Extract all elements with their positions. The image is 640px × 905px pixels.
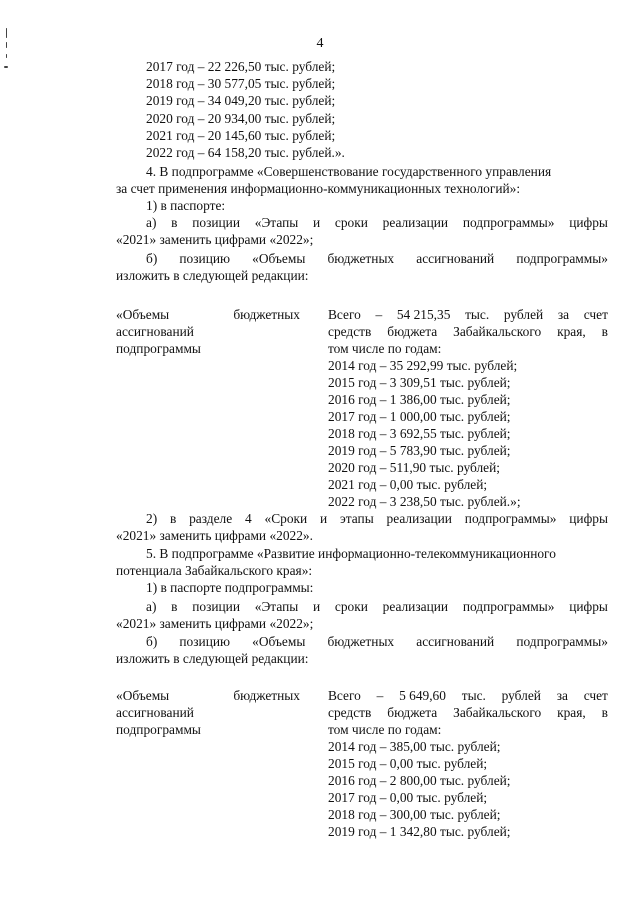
top-year-line: 2017 год – 22 226,50 тыс. рублей; [146,59,336,74]
year-allocation-line: 2017 год – 0,00 тыс. рублей; [328,790,488,805]
word: «Объемы [252,634,306,649]
word: «Этапы [254,599,299,614]
section4-item2-line2: «2021» заменить цифрами «2022». [116,528,313,543]
word: реализации [382,215,449,230]
word: ассигнований [416,251,495,266]
word: 4 [245,511,252,526]
section4-item1: 1) в паспорте: [146,198,226,213]
word: «Объемы [252,251,306,266]
word: в [171,215,178,230]
word: рублей [503,307,544,322]
word: и [312,599,321,614]
word: Всего [328,307,361,322]
year-allocation-line: 2019 год – 1 342,80 тыс. рублей; [328,824,511,839]
word: позицию [179,634,231,649]
word: а) [146,599,157,614]
word: Забайкальского [453,324,542,339]
word: подпрограммы» [464,511,557,526]
section5-heading-line1: 5. В подпрограмме «Развитие информационно-телекоммуникационного [146,546,556,561]
year-allocation-line: 2015 год – 3 309,51 тыс. рублей; [328,375,511,390]
word: счет [583,307,608,322]
word: – [375,307,383,322]
section4-heading-line2: за счет применения информационно-коммуникационных технологий»: [116,181,521,196]
word: за [557,307,570,322]
word: а) [146,215,157,230]
word: позиции [192,599,241,614]
top-year-line: 2020 год – 20 934,00 тыс. рублей; [146,110,336,126]
word: 2) [146,511,158,526]
word: края, [557,324,586,339]
word: в [601,324,608,339]
word: бюджетных [327,251,395,266]
word: «Сроки [264,511,308,526]
top-year-line: 2022 год – 64 158,20 тыс. рублей.». [146,145,345,160]
section4-item-a-line2: «2021» заменить цифрами «2022»; [116,232,314,247]
word: б) [146,251,158,266]
word: и [320,511,328,526]
year-allocation-line: 2019 год – 5 783,90 тыс. рублей; [328,443,511,458]
word: позицию [179,251,231,266]
year-allocation-line: 2018 год – 3 692,55 тыс. рублей; [328,426,511,441]
word: бюджета [387,324,438,339]
year-allocation-line: 2018 год – 300,00 тыс. рублей; [328,807,501,822]
word: бюджетных [327,634,395,649]
word: реализации [386,511,452,526]
top-year-line: 2019 год – 34 049,20 тыс. рублей; [146,93,336,109]
word: ассигнований [416,634,495,649]
year-allocation-line: 2021 год – 0,00 тыс. рублей; [328,477,488,492]
word: тыс. [461,688,486,703]
word: средств [328,705,372,720]
section4-table-left: «Объемы бюджетных ассигнований подпрограммы [116,307,300,356]
word: этапы [340,511,374,526]
top-year-line: 2018 год – 30 577,05 тыс. рублей; [146,76,336,92]
section4-item-b-line2: изложить в следующей редакции: [116,268,309,283]
word: счет [583,688,608,703]
section5-item1: 1) в паспорте подпрограммы: [146,580,314,595]
year-allocation-line: 2015 год – 0,00 тыс. рублей; [328,756,488,771]
word: цифры [569,599,608,614]
year-allocation-line: 2017 год – 1 000,00 тыс. рублей; [328,409,511,424]
section5-heading-line2: потенциала Забайкальского края»: [116,563,313,578]
word: бюджета [387,705,438,720]
section4-item2-line1 [146,511,608,527]
word: б) [146,634,158,649]
word: 54 215,35 [396,307,451,322]
section5-item-a-line1 [146,599,608,615]
section4-item-b-line1 [146,251,608,267]
year-allocation-line: 2016 год – 1 386,00 тыс. рублей; [328,392,511,407]
year-allocation-line: 2014 год – 35 292,99 тыс. рублей; [328,358,518,373]
word: за [556,688,568,703]
word: – [376,688,384,703]
word: подпрограммы» [516,634,608,649]
word: реализации [382,599,449,614]
word: «Этапы [254,215,299,230]
word: позиции [192,215,241,230]
section4-item-a-line1 [146,215,608,231]
section4-table-right: Всего – 54 215,35 тыс. рублей за счет средств бюджета Забайкальского края, в том числе по годам: 2014 год – 35 292,99 тыс. рублей; 2015 год – 3 309,51 тыс. рублей; 2016 год – 1 386,00 тыс. рублей; 2017 год – 1 000,00 тыс. рублей; 2018 год – 3 692,55 тыс. рублей; 2019 год – 5 783,90 тыс. рублей; 2020 год – 511,90 тыс. рублей; 2021 год – 0,00 тыс. рублей; 2022 год – 3 238,50 тыс. рублей.»; [328,307,608,509]
word: в [169,511,177,526]
word: рублей [501,688,541,703]
word: средств [328,324,372,339]
section5-table-right: Всего – 5 649,60 тыс. рублей за счет средств бюджета Забайкальского края, в том числе по годам: 2014 год – 385,00 тыс. рублей; 2015 год – 0,00 тыс. рублей; 2016 год – 2 800,00 тыс. рублей; 2017 год – 0,00 тыс. рублей; 2018 год – 300,00 тыс. рублей; 2019 год – 1 342,80 тыс. рублей; [328,688,608,839]
word: цифры [569,511,608,526]
year-allocation-line: 2016 год – 2 800,00 тыс. рублей; [328,773,511,788]
year-allocation-line: 2022 год – 3 238,50 тыс. рублей.»; [328,494,521,509]
section5-table-left: «Объемы бюджетных ассигнований подпрограммы [116,688,300,737]
word: в [601,705,608,720]
word: 5 649,60 [399,688,446,703]
word: подпрограммы» [462,215,555,230]
page-number: 4 [316,36,324,51]
word: Всего [328,688,361,703]
section5-item-b-line2: изложить в следующей редакции: [116,651,309,666]
word: в [171,599,178,614]
word: подпрограммы» [462,599,555,614]
word: и [312,215,321,230]
section4-heading-line1: 4. В подпрограмме «Совершенствование государственного управления [146,164,552,179]
word: цифры [569,215,608,230]
year-allocation-line: 2020 год – 511,90 тыс. рублей; [328,460,500,475]
word: сроки [334,599,368,614]
section5-item-a-line2: «2021» заменить цифрами «2022»; [116,616,314,631]
word: Забайкальского [453,705,542,720]
word: края, [557,705,586,720]
word: сроки [334,215,368,230]
year-allocation-line: 2014 год – 385,00 тыс. рублей; [328,739,501,754]
word: разделе [189,511,233,526]
section5-item-b-line1 [146,634,608,650]
top-year-line: 2021 год – 20 145,60 тыс. рублей; [146,127,336,143]
word: подпрограммы» [516,251,608,266]
word: тыс. [465,307,490,322]
